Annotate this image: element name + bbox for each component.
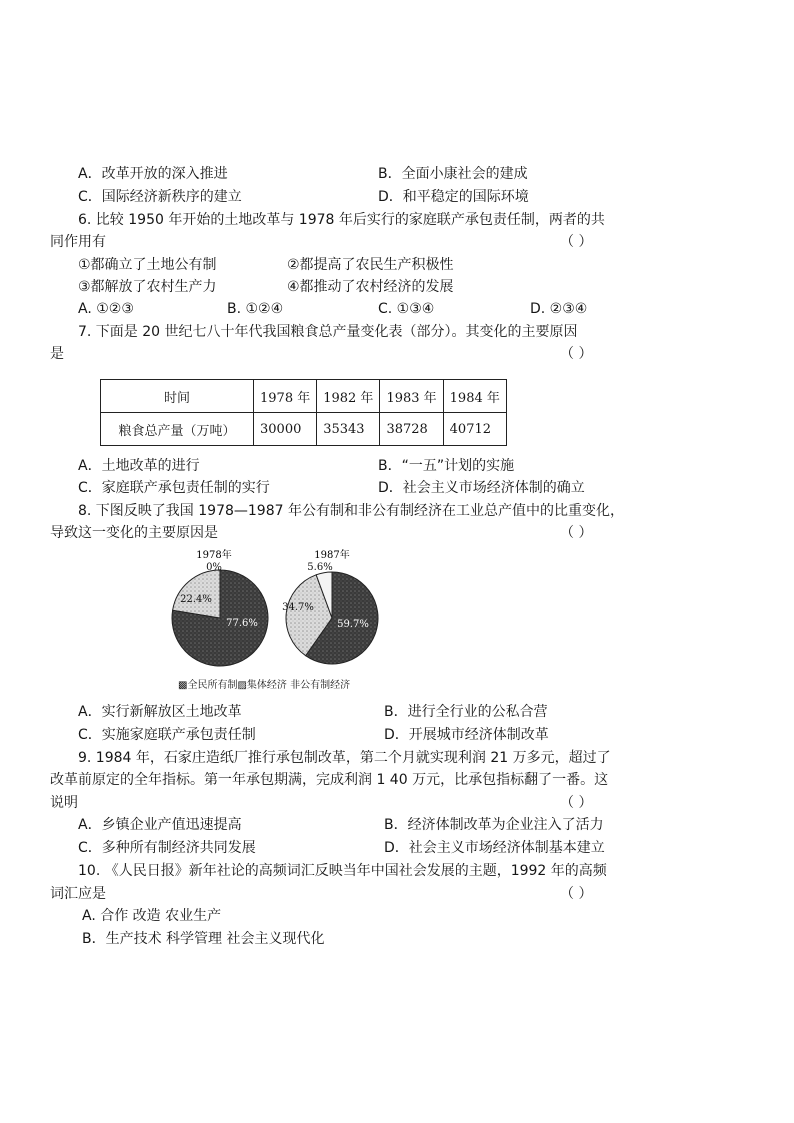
q8-answer-paren: （ ） (560, 525, 593, 541)
q10-stem-line1: 10. 《人民日报》新年社论的高频词汇反映当年中国社会发展的主题，1992 年的高频 (78, 863, 607, 879)
q6-answer-paren: （ ） (560, 234, 593, 250)
table-header-cell: 1983 年 (380, 380, 443, 413)
q8-stem-line1: 8. 下图反映了我国 1978—1987 年公有制和非公有制经济在工业总产值中的比重变化， (78, 503, 624, 519)
q8-option-c: C．实施家庭联产承包责任制 (78, 727, 256, 743)
q9-stem-line1: 9. 1984 年，石家庄造纸厂推行承包制改革，第二个月就实现利润 21 万多元，超过了 (78, 750, 611, 766)
table-cell: 40712 (443, 413, 506, 446)
pie-slices (172, 570, 378, 666)
q6-option-a: A. ①②③ (78, 301, 134, 317)
grain-output-table (100, 379, 507, 446)
table-header-cell: 1978 年 (254, 380, 317, 413)
q5-option-c: C．国际经济新秩序的建立 (78, 189, 242, 205)
q5-option-d: D．和平稳定的国际环境 (378, 189, 529, 205)
pie-title-1978: 1978年 (196, 550, 232, 561)
q9-option-d: D．社会主义市场经济体制基本建立 (384, 840, 605, 856)
table-cell: 粮食总产量（万吨） (101, 413, 254, 446)
q6-stem-line1: 6. 比较 1950 年开始的土地改革与 1978 年后实行的家庭联产承包责任制，两者的共 (78, 212, 605, 228)
q9-stem-line2: 改革前原定的全年指标。第一年承包期满，完成利润 1 40 万元，比承包指标翻了一番。这 (50, 772, 609, 788)
pie-legend: ▩全民所有制▨集体经济 非公有制经济 (178, 680, 351, 691)
q6-item-2: ②都提高了农民生产积极性 (287, 257, 454, 273)
pie-slice-label: 22.4% (180, 594, 212, 605)
q7-answer-paren: （ ） (560, 346, 593, 362)
q7-stem-line2: 是 (50, 346, 64, 362)
pie-slice-label: 0% (206, 562, 222, 573)
q6-stem-line2: 同作用有 (50, 234, 106, 250)
q5-option-b: B．全面小康社会的建成 (378, 166, 528, 182)
q9-option-a: A．乡镇企业产值迅速提高 (78, 817, 242, 833)
table-row (101, 380, 507, 413)
pie-slice-label: 5.6% (307, 562, 333, 573)
q10-stem-line2: 词汇应是 (50, 886, 106, 902)
q5-option-a: A．改革开放的深入推进 (78, 166, 228, 182)
q6-item-4: ④都推动了农村经济的发展 (287, 279, 454, 295)
table-header-cell: 1982 年 (317, 380, 380, 413)
pie-slice-label: 34.7% (282, 602, 314, 613)
q8-option-a: A．实行新解放区土地改革 (78, 704, 242, 720)
ownership-pie-charts (170, 546, 400, 680)
q7-option-d: D．社会主义市场经济体制的确立 (378, 480, 585, 496)
pie-slice-label: 77.6% (226, 618, 258, 629)
table-cell: 38728 (380, 413, 443, 446)
table-header-cell: 时间 (101, 380, 254, 413)
q6-option-c: C. ①③④ (378, 301, 435, 317)
q7-option-b: B．“一五”计划的实施 (378, 458, 515, 474)
q8-option-b: B．进行全行业的公私合营 (384, 704, 548, 720)
pie-title-1987: 1987年 (314, 550, 350, 561)
q7-stem-line1: 7. 下面是 20 世纪七八十年代我国粮食总产量变化表（部分）。其变化的主要原因 (78, 324, 578, 340)
q9-answer-paren: （ ） (560, 795, 593, 811)
q9-option-b: B．经济体制改革为企业注入了活力 (384, 817, 604, 833)
pie-slice-label: 59.7% (337, 619, 369, 630)
q8-stem-line2: 导致这一变化的主要原因是 (50, 525, 218, 541)
table-cell: 35343 (317, 413, 380, 446)
q8-option-d: D．开展城市经济体制改革 (384, 727, 549, 743)
q10-option-a: A. 合作 改造 农业生产 (82, 908, 222, 924)
q9-option-c: C．多种所有制经济共同发展 (78, 840, 256, 856)
q6-item-1: ①都确立了土地公有制 (78, 257, 217, 273)
q10-answer-paren: （ ） (560, 886, 593, 902)
pie-chart-svg (170, 546, 400, 676)
table-row (101, 413, 507, 446)
table-header-cell: 1984 年 (443, 380, 506, 413)
q6-option-d: D. ②③④ (530, 301, 588, 317)
q9-stem-line3: 说明 (50, 795, 78, 811)
table-cell: 30000 (254, 413, 317, 446)
q7-option-a: A．土地改革的进行 (78, 458, 200, 474)
q10-option-b: B．生产技术 科学管理 社会主义现代化 (82, 931, 325, 947)
q6-option-b: B. ①②④ (227, 301, 284, 317)
q6-item-3: ③都解放了农村生产力 (78, 279, 217, 295)
q7-option-c: C．家庭联产承包责任制的实行 (78, 480, 270, 496)
